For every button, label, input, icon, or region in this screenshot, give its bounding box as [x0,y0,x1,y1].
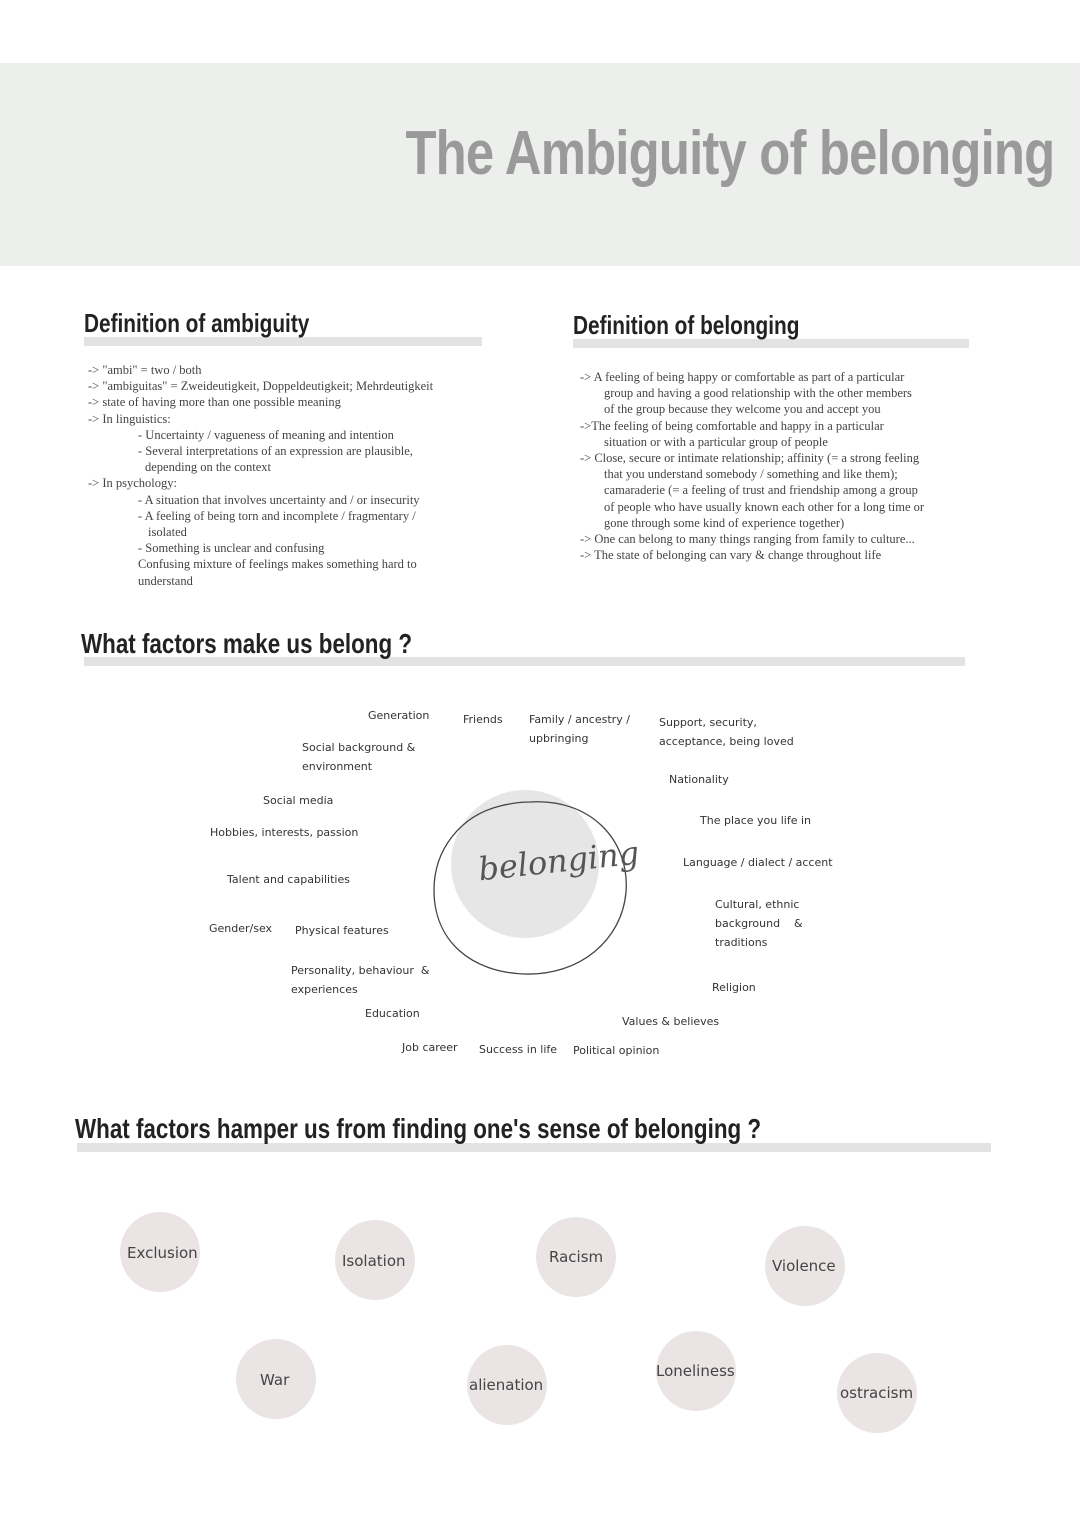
def-line: depending on the context [145,460,272,475]
factor-language: Language / dialect / accent [683,856,833,869]
label-war: War [260,1371,290,1389]
def-line: ->The feeling of being comfortable and happy in a particular [580,418,884,433]
factor-education: Education [365,1007,420,1020]
label-racism: Racism [549,1248,604,1266]
def-line: of people who have usually known each other for a long time or [604,499,925,514]
def-line: - Uncertainty / vagueness of meaning and intention [138,427,394,442]
def-line: - Several interpretations of an expression are plausible, [138,444,413,459]
factor-support: Support, security, acceptance, being loved [659,716,794,748]
def-line: -> "ambiguitas" = Zweideutigkeit, Doppeldeutigkeit; Mehrdeutigkeit [88,379,434,394]
def-line: -> Close, secure or intimate relationship; affinity (= a strong feeling [580,451,920,466]
factor-generation: Generation [368,709,430,722]
def-line: that you understand somebody / something and like them); [604,467,898,482]
hamper-heading: What factors hamper us from finding one's sense of belonging ? [75,1113,762,1144]
factors-heading: What factors make us belong ? [81,628,413,659]
belonging-heading: Definition of belonging [573,310,800,340]
def-line: -> In linguistics: [88,411,171,426]
factor-social-background: Social background & environment [302,741,416,773]
def-line: camaraderie (= a feeling of trust and friendship among a group [604,483,918,498]
factor-personality: Personality, behaviour & experiences [291,964,430,996]
factor-religion: Religion [712,981,756,994]
ambiguity-heading: Definition of ambiguity [84,308,310,338]
def-line: - Something is unclear and confusing [138,541,325,556]
belonging-definition [580,369,924,563]
def-line: -> "ambi" = two / both [88,363,202,377]
def-line: -> A feeling of being happy or comfortable as part of a particular [580,370,905,384]
factor-family: Family / ancestry / upbringing [529,713,630,745]
factor-success: Success in life [479,1043,558,1056]
factor-gender: Gender/sex [209,922,273,935]
label-ostracism: ostracism [840,1384,914,1402]
factor-hobbies: Hobbies, interests, passion [210,826,359,839]
label-isolation: Isolation [342,1252,406,1270]
factor-political: Political opinion [573,1044,660,1057]
def-line: -> state of having more than one possible meaning [88,395,341,410]
ambiguity-definition [88,362,433,589]
def-line: -> In psychology: [88,476,177,491]
factor-nationality: Nationality [669,773,729,786]
page-title: The Ambiguity of belonging [405,119,1054,188]
factor-social-media: Social media [263,794,334,807]
def-line: - A feeling of being torn and incomplete / fragmentary / [138,508,416,523]
factor-physical: Physical features [295,924,389,937]
def-line: of the group because they welcome you and accept you [604,402,881,417]
belonging-circle [420,780,640,990]
def-line: gone through some kind of experience together) [604,515,845,530]
def-line: isolated [148,525,187,540]
factor-values: Values & believes [622,1015,720,1028]
factor-cultural: Cultural, ethnic background & traditions [715,898,803,949]
def-line: - A situation that involves uncertainty and / or insecurity [138,492,420,507]
def-line: -> One can belong to many things ranging from family to culture... [580,532,915,547]
factor-talent: Talent and capabilities [227,873,350,886]
def-line: understand [138,573,193,588]
def-line: Confusing mixture of feelings makes something hard to [138,557,417,572]
factor-job: Job career [402,1041,458,1054]
def-line: situation or with a particular group of people [604,434,828,449]
def-line: group and having a good relationship with the other members [604,386,912,401]
label-exclusion: Exclusion [127,1244,198,1262]
factor-friends: Friends [463,713,503,726]
label-loneliness: Loneliness [656,1362,735,1380]
factor-place: The place you life in [700,814,812,827]
label-alienation: alienation [469,1376,544,1394]
belonging-center-word: belonging [476,833,641,889]
def-line: -> The state of belonging can vary & change throughout life [580,548,882,563]
label-violence: Violence [772,1257,836,1275]
